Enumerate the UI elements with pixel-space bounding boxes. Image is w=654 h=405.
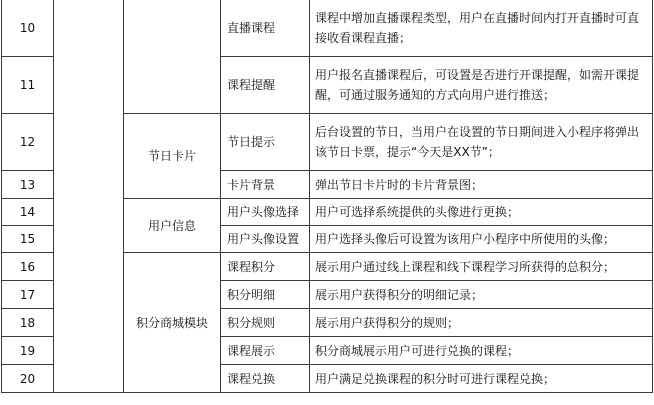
feature-name: 节日提示 [221, 114, 310, 171]
row-number: 14 [2, 199, 54, 226]
row-number: 16 [2, 253, 54, 281]
feature-description: 课程中增加直播课程类型，用户在直播时间内打开直播时可直接收看课程直播； [310, 0, 653, 57]
table-row [2, 0, 653, 57]
feature-description: 用户选择头像后可设置为该用户小程序中所使用的头像； [310, 226, 653, 253]
module-name: 节日卡片 [124, 114, 221, 199]
module-name: 用户信息 [124, 199, 221, 253]
row-number: 13 [2, 171, 54, 199]
feature-name: 卡片背景 [221, 171, 310, 199]
row-number: 17 [2, 281, 54, 309]
module-cell [124, 0, 221, 114]
module-name: 积分商城模块 [124, 253, 221, 393]
feature-name: 积分明细 [221, 281, 310, 309]
row-number: 10 [2, 0, 54, 57]
feature-description: 展示用户获得积分的规则； [310, 309, 653, 337]
feature-name: 课程兑换 [221, 365, 310, 393]
category-cell [54, 0, 124, 393]
feature-name: 课程展示 [221, 337, 310, 365]
feature-name: 课程积分 [221, 253, 310, 281]
row-number: 11 [2, 57, 54, 114]
row-number: 20 [2, 365, 54, 393]
feature-name: 课程提醒 [221, 57, 310, 114]
feature-description: 用户满足兑换课程的积分时可进行课程兑换； [310, 365, 653, 393]
row-number: 12 [2, 114, 54, 171]
feature-name: 直播课程 [221, 0, 310, 57]
row-number: 15 [2, 226, 54, 253]
feature-description: 后台设置的节日，当用户在设置的节日期间进入小程序将弹出该节日卡票，提示“今天是XX节”； [310, 114, 653, 171]
feature-description: 积分商城展示用户可进行兑换的课程； [310, 337, 653, 365]
feature-description: 展示用户获得积分的明细记录； [310, 281, 653, 309]
feature-name: 积分规则 [221, 309, 310, 337]
feature-table [1, 0, 653, 393]
feature-name: 用户头像设置 [221, 226, 310, 253]
feature-description: 展示用户通过线上课程和线下课程学习所获得的总积分； [310, 253, 653, 281]
feature-description: 弹出节日卡片时的卡片背景图； [310, 171, 653, 199]
feature-description: 用户报名直播课程后，可设置是否进行开课提醒，如需开课提醒，可通过服务通知的方式向用户进行推送； [310, 57, 653, 114]
feature-description: 用户可选择系统提供的头像进行更换； [310, 199, 653, 226]
row-number: 18 [2, 309, 54, 337]
feature-name: 用户头像选择 [221, 199, 310, 226]
row-number: 19 [2, 337, 54, 365]
